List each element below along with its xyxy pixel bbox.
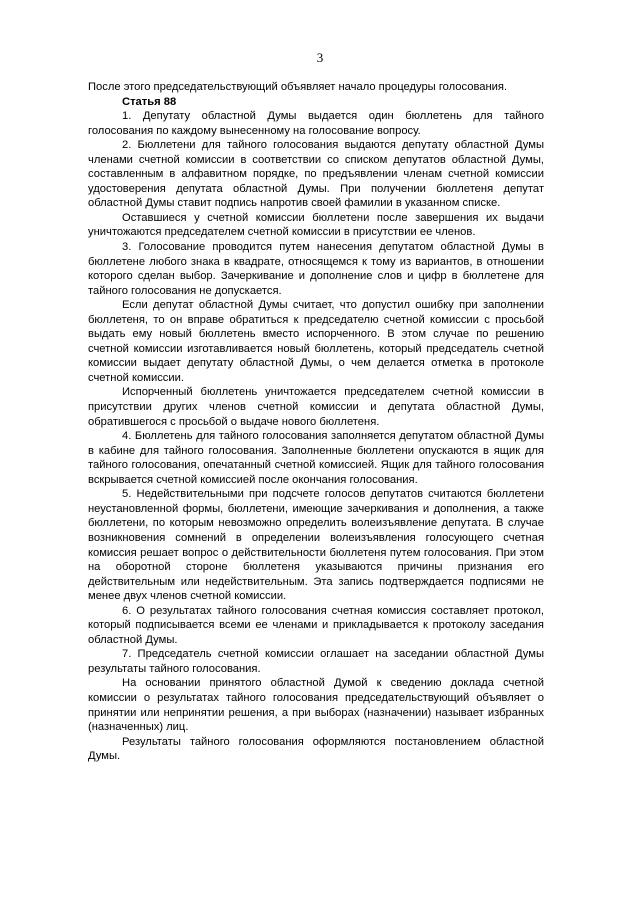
paragraph-5: 5. Недействительными при подсчете голосов депутатов считаются бюллетени неустановленной формы, бюллетени, имеющие зачеркивания и дополнения, а также бюллетени, по которым невозможно определить волеизъявление депутата. В случае возникновения сомнений в определении волеизъявления голосующего счетная комиссия решает вопрос о действительности бюллетеня путем голосования. При этом на оборотной стороне бюллетеня указываются причины признания его действительным или недействительным. Эта запись подтверждается подписями не менее двух членов счетной комиссии. (88, 488, 544, 603)
document-body (88, 80, 544, 764)
paragraph-3: 3. Голосование проводится путем нанесения депутатом областной Думы в бюллетене любого знака в квадрате, относящемся к тому из вариантов, в отношении которого сделан выбор. Зачеркивание и дополнение слов и цифр в бюллетене для тайного голосования не допускается. (88, 241, 544, 297)
paragraph-4: 4. Бюллетень для тайного голосования заполняется депутатом областной Думы в кабине для тайного голосования. Заполненные бюллетени опускаются в ящик для тайного голосования, опечатанный счетной комиссией. Ящик для тайного голосования вскрывается счетной комиссией после окончания голосования. (88, 430, 544, 486)
paragraph-2: 2. Бюллетени для тайного голосования выдаются депутату областной Думы членами счетной комиссии в соответствии со списком депутатов областной Думы, составленным в алфавитном порядке, по предъявлении членам счетной комиссии удостоверения депутата областной Думы. При получении бюллетеня депутат областной Думы ставит подпись напротив своей фамилии в указанном списке. (88, 139, 544, 210)
paragraph-1: 1. Депутату областной Думы выдается один бюллетень для тайного голосования по каждому вынесенному на голосование вопросу. (88, 110, 544, 137)
article-heading: Статья 88 (122, 95, 177, 108)
paragraph-7-cont-2: Результаты тайного голосования оформляются постановлением областной Думы. (88, 735, 544, 763)
paragraph-7-cont: На основании принятого областной Думой к сведению доклада счетной комиссии о результатах тайного голосования председательствующий объявляет о принятии или непринятии решения, а при выборах (назначении) называет избранных (назначенных) лиц. (88, 677, 544, 734)
paragraph-7: 7. Председатель счетной комиссии оглашает на заседании областной Думы результаты тайного голосования. (88, 648, 544, 675)
intro-paragraph: После этого председательствующий объявляет начало процедуры голосования. (88, 81, 508, 93)
paragraph-2-cont: Оставшиеся у счетной комиссии бюллетени после завершения их выдачи уничтожаются председателем счетной комиссии в присутствии ее членов. (88, 211, 544, 239)
paragraph-3-cont-2: Испорченный бюллетень уничтожается председателем счетной комиссии в присутствии других членов счетной комиссии и депутата областной Думы, обратившегося с просьбой о выдаче нового бюллетеня. (88, 386, 544, 428)
paragraph-3-cont: Если депутат областной Думы считает, что допустил ошибку при заполнении бюллетеня, то он вправе обратиться к председателю счетной комиссии с просьбой выдать ему новый бюллетень вместо испорченного. В этом случае по решению счетной комиссии изготавливается новый бюллетень, который председатель счетной комиссии выдает депутату областной Думы, о чем делается отметка в протоколе счетной комиссии. (88, 299, 544, 384)
paragraph-6: 6. О результатах тайного голосования счетная комиссия составляет протокол, который подписывается всеми ее членами и прикладывается к протоколу заседания областной Думы. (88, 604, 544, 646)
page-number: 3 (316, 50, 324, 65)
